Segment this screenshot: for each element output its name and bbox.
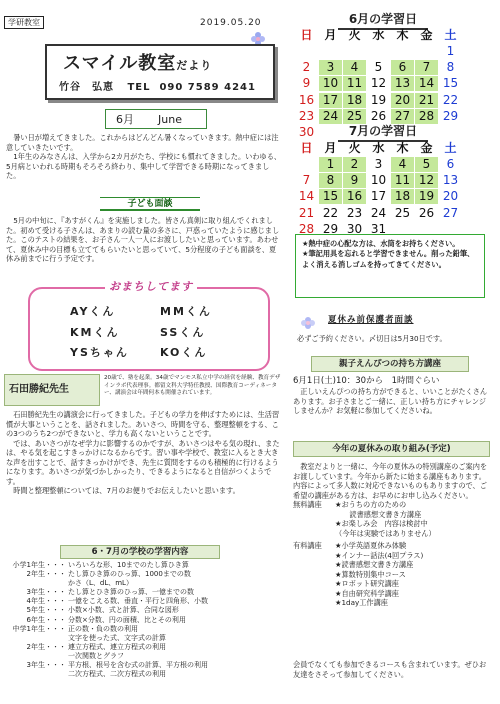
schedule-content: 平方根、根号を含む式の計算、平方根の利用 [68,661,208,670]
schedule-row [6,670,286,679]
interview-heading: 子ども面談 [100,197,200,211]
july-week-row [295,156,479,172]
calendar-day: 29 [322,222,339,237]
calendar-day: 19 [370,92,387,107]
org-tag: 学研教室 [4,16,44,29]
calendar-day: 24 [370,205,387,220]
summer-heading: 今年の夏休みの取り組み(予定) [293,441,490,457]
paid-course-item: ★自由研究科学講座 [335,588,399,598]
july-weekday-row [295,140,479,156]
calendar-empty-cell [319,44,342,59]
weekday-label: 日 [300,140,313,155]
student-name: KMくん [70,325,120,339]
notice-line: ★熱中症の心配な方は、水筒をお持ちください。 [302,239,460,248]
june-week-row [295,43,479,59]
names-grid [70,305,240,361]
schedule-grade: 5年生・・・ [26,606,66,615]
calendar-day: 5 [374,60,383,75]
weekday-label: 土 [444,27,457,42]
calendar-day: 22 [322,205,339,220]
schedule-content: 一次関数とグラフ [68,651,124,660]
schedule-row [6,652,286,661]
schedule-grade [6,579,68,588]
teacher-body [6,410,284,496]
intro-paragraph: 1年生のみなさんは、入学から2カ月がたち、学校にも慣れてきました。いわゆる、5月病といわれる時期もそろそろ終わり、集中して学習できる時期になってきました。 [6,152,282,180]
calendar-day: 1 [319,157,342,172]
calendar-day: 10 [370,173,387,188]
july-week-row [295,205,479,221]
calendar-day: 23 [346,205,363,220]
calendar-empty-cell [343,44,366,59]
calendar-day: 31 [370,222,387,237]
intro-paragraph: 暑い日が増えてきました。これからはどんどん暑くなっていきます。熱中症には注意していきたいです。 [6,133,279,152]
teacher-name: 竹谷 弘恵 [59,82,114,93]
schedule-content: 文字を使った式、文字式の計算 [68,633,166,642]
calendar-day: 1 [446,43,455,58]
schedule-content: 分数×分数、円の面積、比とその利用 [68,615,186,624]
calendar-day: 15 [319,189,342,204]
calendar-day: 13 [442,173,459,188]
calendar-day: 30 [346,222,363,237]
calendar-day: 5 [415,157,438,172]
schedule-grade: 2年生・・・ [26,570,66,579]
calendar-day: 11 [343,76,366,91]
calendar-day: 9 [302,76,311,91]
teacher-paragraph: 石田勝紀先生の講演会に行ってきました。子どもの学力を伸ばすためには、生活習慣が大事ということを、話されました。あいさつ、時間を守る、整理整頓をする、この3つのうち2つができないと、学力も高くないということです。 [6,410,280,438]
calendar-day: 17 [370,189,387,204]
calendar-day: 28 [298,222,315,237]
calendar-day: 20 [391,93,414,108]
calendar-day: 3 [319,60,342,75]
calendar-day: 28 [415,109,438,124]
schedule-row [6,561,286,570]
student-name: MMくん [160,305,212,318]
title-sub-text: だより [176,59,213,72]
calendar-day: 14 [415,76,438,91]
free-course-item: ★お楽しみ会 内容は検討中 [335,519,428,528]
calendar-day: 18 [391,189,414,204]
calendar-day: 27 [391,109,414,124]
june-calendar-title: 6月の学習日 [338,12,428,30]
free-courses [293,500,491,538]
calendar-day: 11 [391,173,414,188]
teacher-description: 20歳で、塾を起業。34歳でマンモス私立中学の経営を経験、教育デザインラボ代表理事。都留文科大学特任教授、国際教育コーディネーター、講演会は年間何本も開催されています。 [104,375,281,397]
calendar-day: 2 [343,157,366,172]
calendar-day: 10 [319,76,342,91]
weekday-label: 金 [420,140,433,155]
month-label: 6月 [116,113,134,126]
calendar-day: 26 [418,205,435,220]
july-week-row [295,189,479,205]
schedule-row [6,570,286,579]
free-course-item: ★おうちの方のための [335,500,407,509]
interview-text [6,216,282,264]
calendar-day: 27 [442,205,459,220]
july-week-row [295,173,479,189]
calendar-day: 18 [343,93,366,108]
summer-outro: 会員でなくても参加できるコースも含まれています。ぜひお友達をさそって参加してください。 [293,660,487,679]
calendar-empty-cell [415,44,438,59]
notice-line: ★筆記用具を忘れると学習できません。削った鉛筆、よく消える消しゴムを持ってきてください。 [302,249,475,269]
weekday-label: 月 [324,140,337,155]
schedule-list [6,561,286,679]
calendar-day: 8 [446,60,455,75]
schedule-row [6,625,286,634]
schedule-row [6,588,286,597]
month-banner [105,109,207,129]
calendar-day: 16 [298,92,315,107]
calendar-day: 16 [343,189,366,204]
flower-icon [300,316,316,330]
calendar-day: 23 [298,109,315,124]
weekday-label: 水 [372,140,385,155]
june-week-row [295,60,479,76]
calendar-day: 13 [391,76,414,91]
schedule-grade: 2年生・・・ [26,642,66,651]
schedule-content: 二次方程式、二次方程式の利用 [68,670,166,679]
calendar-empty-cell [295,157,318,172]
pencil-course-schedule: 6月1日(土)10：30から 1時間ぐらい [293,376,440,386]
calendar-day: 25 [343,109,366,124]
schedule-grade: 6年生・・・ [26,615,66,624]
schedule-row [6,661,286,670]
calendar-day: 29 [442,109,459,124]
names-title: おまちしてます [105,280,197,295]
calendar-day: 24 [319,109,342,124]
paid-course-label: 有料講座 [293,541,322,550]
schedule-content: いろいろな形、10までのたし算ひき算 [68,561,189,569]
calendar-day: 7 [415,60,438,75]
calendar-empty-cell [367,44,390,59]
names-box [28,280,270,371]
schedule-content: 連立方程式、連立方程式の利用 [68,642,166,651]
notice-box [295,234,485,298]
calendar-day: 6 [391,60,414,75]
intro-text [6,133,282,181]
schedule-grade: 3年生・・・ [26,588,66,597]
calendar-day: 14 [298,189,315,204]
calendar-day: 20 [442,189,459,204]
student-name: KOくん [160,346,208,360]
weekday-label: 日 [300,27,313,42]
month-english: June [158,113,182,126]
parents-meeting-text: 必ずご予約ください。〆切日は5月30日です。 [297,334,447,343]
calendar-day: 4 [391,157,414,172]
calendar-day: 4 [343,60,366,75]
schedule-row [6,634,286,643]
teacher-paragraph: では、あいさつがなぜ学力に影響するのかですが、あいさつはやる気の現れ、または、やる気を起こすきっかけになるからです。習い事や学校で、教室に入るとき大きな声を出すことで、話すきっかけができ、先生に質問をするのも積極的に行けるようになります。あいさつが気づかしかったり、できるようになると自信がつくようです。 [6,438,280,486]
calendar-day: 9 [343,173,366,188]
paid-course-item: ★小学英語夏休み体験 [335,541,407,550]
weekday-label: 金 [420,27,433,42]
calendar-day: 15 [442,76,459,91]
schedule-content: たし算ひき算のひっ算、1000までの数 [68,570,191,579]
calendar-empty-cell [439,125,462,140]
calendar-day: 21 [298,205,315,220]
schedule-grade: 中学1年生・・・ [12,624,66,633]
june-week-row [295,92,479,108]
schedule-grade [6,652,68,661]
interview-paragraph: 5月の中旬に、『あすがくん』を実施しました。皆さん真剣に取り組んでくれました。初めて受ける子さんは、あまりの読む量の多さに、戸惑っていたように感じました。このテストの結果を、お子さん一人一人にお渡ししたいと思っています。あわせて、夏休み中の目標も立ててもらいたいと思っていて、5分程度の子ども面談を、夏休み前までに行う予定です。 [6,216,280,263]
schedule-content: たし算とひき算のひっ算、一億までの数 [68,588,194,597]
teacher-label: 石田勝紀先生 [4,374,100,406]
schedule-row [6,643,286,652]
paid-course-item: ★算数特別集中コース [335,569,406,579]
weekday-label: 火 [348,140,361,155]
june-weekday-row [295,27,479,43]
newsletter-title [63,52,212,76]
calendar-day: 25 [394,205,411,220]
calendar-day: 3 [374,156,383,171]
weekday-label: 木 [396,140,409,155]
title-main-text: スマイル教室 [63,53,177,74]
schedule-grade [6,634,68,643]
weekday-label: 火 [348,27,361,42]
calendar-day: 22 [442,92,459,107]
calendar-day: 19 [415,189,438,204]
parents-meeting-title: 夏休み前保護者面談 [328,315,414,325]
student-name: SSくん [160,325,206,339]
free-course-label: 無料講座 [293,500,322,509]
paid-courses [293,541,491,608]
paid-course-item: ★1day工作講座 [335,598,388,607]
schedule-grade: 3年生・・・ [26,661,66,670]
schedule-grade [6,670,68,679]
schedule-row [6,606,286,615]
student-name: YSちゃん [70,346,129,360]
schedule-grade: 4年生・・・ [26,597,66,606]
paid-course-list [335,541,491,608]
calendar-empty-cell [391,44,414,59]
issue-date: 2019.05.20 [200,18,262,28]
june-week-row [295,108,479,124]
tel-label: TEL [127,82,151,93]
paid-course-item: ★インナー話法(4回プラス) [335,550,424,560]
teacher-paragraph: 時間と整理整頓については、7月のお便りでお伝えしたいと思います。 [13,486,240,495]
summer-text [293,462,491,608]
weekday-label: 土 [444,140,457,155]
schedule-row [6,616,286,625]
schedule-content: 小数×小数、式と計算、合同な図形 [68,606,179,615]
calendar-day: 2 [302,60,311,75]
free-course-item: （今年は実験ではありません） [335,528,436,538]
summer-intro: 教室だよりと一緒に、今年の夏休みの特別講座のご案内をお渡ししています。今年から新たに始まる講座もあります。内容によって多人数に対応できないものもありますので、ご希望の講座がある方は、お早めにお申し込みください。 [293,462,488,500]
schedule-content: 正の数・負の数の利用 [68,624,138,633]
calendar-day: 21 [415,93,438,108]
july-calendar-title: 7月の学習日 [338,124,428,142]
free-course-list [335,500,491,538]
calendar-day: 6 [446,156,455,171]
free-course-item: 読書感想文書き方講座 [335,509,422,519]
calendar-day: 26 [370,109,387,124]
calendar-day: 8 [319,173,342,188]
pencil-course-heading: 親子えんぴつの持ち方講座 [311,356,469,372]
july-calendar [295,140,479,238]
contact-line [59,81,256,94]
pencil-course-text [293,376,491,416]
schedule-heading: 6・7月の学校の学習内容 [60,545,220,559]
calendar-day: 12 [370,76,387,91]
schedule-content: 一億をこえる数、垂直・平行と四角形、小数 [68,597,208,606]
calendar-empty-cell [295,44,318,59]
june-week-row [295,76,479,92]
student-name: AYくん [70,305,116,318]
calendar-day: 17 [319,93,342,108]
paid-course-item: ★ロボット研究講座 [335,579,399,588]
pencil-course-body: 正しいえんぴつの持ち方ができると、いいことがたくさんあります。お子さまとご一緒に、正しい持ち方にチャレンジしませんか？お気軽に参加してくださいね。 [293,387,488,416]
calendar-day: 30 [298,125,315,140]
weekday-label: 水 [372,27,385,42]
weekday-label: 木 [396,27,409,42]
calendar-day: 12 [415,173,438,188]
schedule-grade: 小学1年生・・・ [12,561,66,569]
schedule-content: かさ（L、dL、mL） [68,579,133,588]
weekday-label: 月 [324,27,337,42]
paid-course-item: ★読書感想文書き方講座 [335,560,414,569]
title-box [45,44,275,100]
tel-number: 090 7589 4241 [159,82,256,93]
schedule-row [6,579,286,588]
calendar-day: 7 [302,173,311,188]
